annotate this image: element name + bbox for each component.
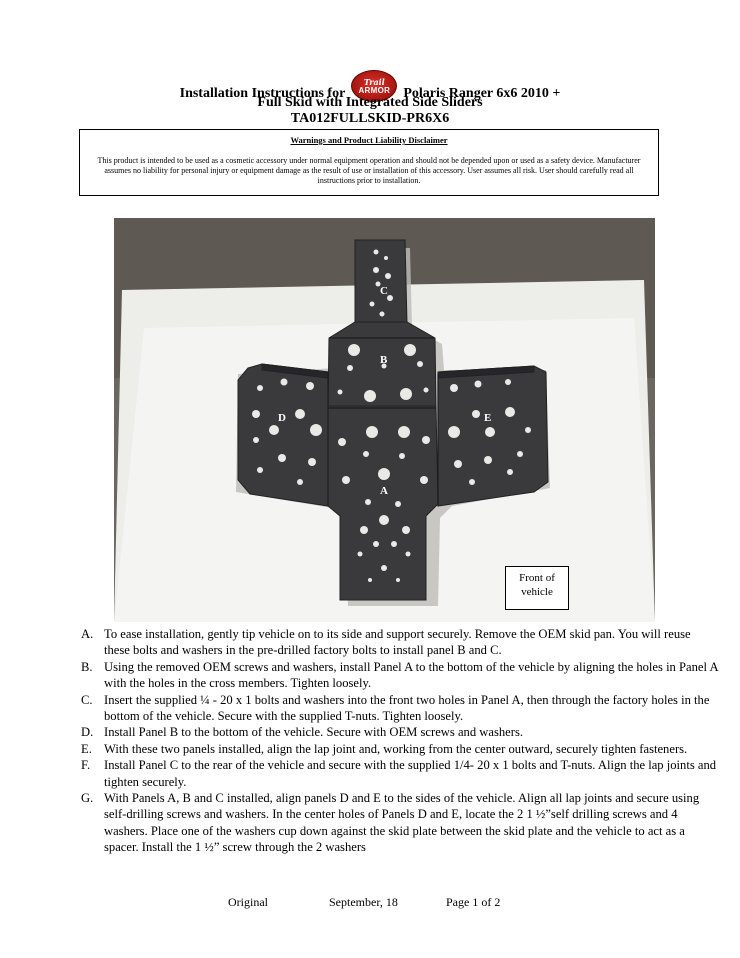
front-label-line-2: vehicle (521, 586, 553, 598)
step-text: To ease installation, gently tip vehicle on to its side and support securely. Remove the OEM skid pan. You will reuse these bolts and washers in the pre-drilled factory bolts to install panel B and C. (104, 627, 691, 658)
step-text: Insert the supplied ¼ - 20 x 1 bolts and washers into the front two holes in Panel A, then through the factory holes in the bottom of the vehicle. Secure with the supplied T-nuts. Tighten loosely. (104, 692, 710, 724)
skid-plate-illustration (114, 218, 655, 622)
panel-label-e: E (484, 412, 492, 424)
footer-version: Original (228, 895, 268, 909)
front-label-line-1: Front of (519, 572, 555, 584)
disclaimer-box (79, 129, 659, 196)
panel-label-b: B (380, 354, 388, 366)
title-suffix: Polaris Ranger 6x6 2010 + (403, 86, 561, 101)
instruction-list (78, 626, 718, 856)
step-item (78, 741, 718, 757)
step-letter: B. (81, 659, 93, 674)
step-item (78, 790, 718, 856)
logo-wordmark: ARMOR (358, 85, 391, 95)
part-number: TA012FULLSKID-PR6X6 (290, 111, 450, 126)
footer-date: September, 18 (329, 895, 398, 909)
step-item (78, 724, 718, 740)
step-item (78, 626, 718, 659)
panel-label-d: D (278, 412, 286, 424)
panel-a-shape (328, 406, 438, 600)
step-item (78, 659, 718, 692)
panel-c-shape (355, 240, 407, 324)
step-letter: D. (81, 725, 94, 740)
step-text: Install Panel B to the bottom of the vehicle. Secure with OEM screws and washers. (104, 725, 523, 740)
panel-label-a: A (380, 485, 388, 497)
footer-page-number: Page 1 of 2 (446, 895, 501, 909)
step-text: Using the removed OEM screws and washers, install Panel A to the bottom of the vehicle by aligning the holes in Panel A with the holes in the cross members. Tighten loosely. (104, 659, 718, 691)
step-text: With Panels A, B and C installed, align panels D and E to the sides of the vehicle. Align all lap joints and secure using self-drilling screws and washers. In the center holes of Panels D and E, locate the 2 1 ½”self drilling screws and 4 washers. Place one of the washers cup down against the skid plate between the skid plate and the vehicle to act as a spacer. Install the 1 ½” screw through the 2 washers (104, 791, 700, 855)
title-prefix: Installation Instructions for (179, 86, 346, 101)
step-text: With these two panels installed, align the lap joint and, working from the center outward, securely tighten fasteners. (104, 741, 688, 756)
step-letter: A. (81, 627, 94, 641)
step-letter: E. (81, 741, 92, 756)
title-subtitle: Full Skid with Integrated Side Sliders (257, 95, 483, 110)
step-letter: C. (81, 692, 93, 707)
disclaimer-heading: Warnings and Product Liability Disclaimer (290, 135, 448, 145)
panel-label-c: C (380, 285, 388, 297)
page-footer (0, 894, 740, 910)
step-letter: G. (81, 791, 94, 806)
step-text: Install Panel C to the rear of the vehicle and secure with the supplied 1/4- 20 x 1 bolts and T-nuts. Align the lap joints and tighten securely. (104, 758, 717, 789)
step-item (78, 692, 718, 725)
logo-script: Trail (363, 76, 385, 87)
product-photo (114, 218, 655, 622)
step-item (78, 757, 718, 790)
disclaimer-text: This product is intended to be used as a cosmetic accessory under normal equipment operation and should not be depended upon or used as a safety device. Manufacturer assumes no liability for personal injury or equipment damage as the result of use or installation of this accessory. User assumes all risk. User should carefully read all instructions prior to installation. (97, 156, 641, 185)
front-of-vehicle-label (505, 566, 569, 610)
step-letter: F. (81, 758, 91, 773)
